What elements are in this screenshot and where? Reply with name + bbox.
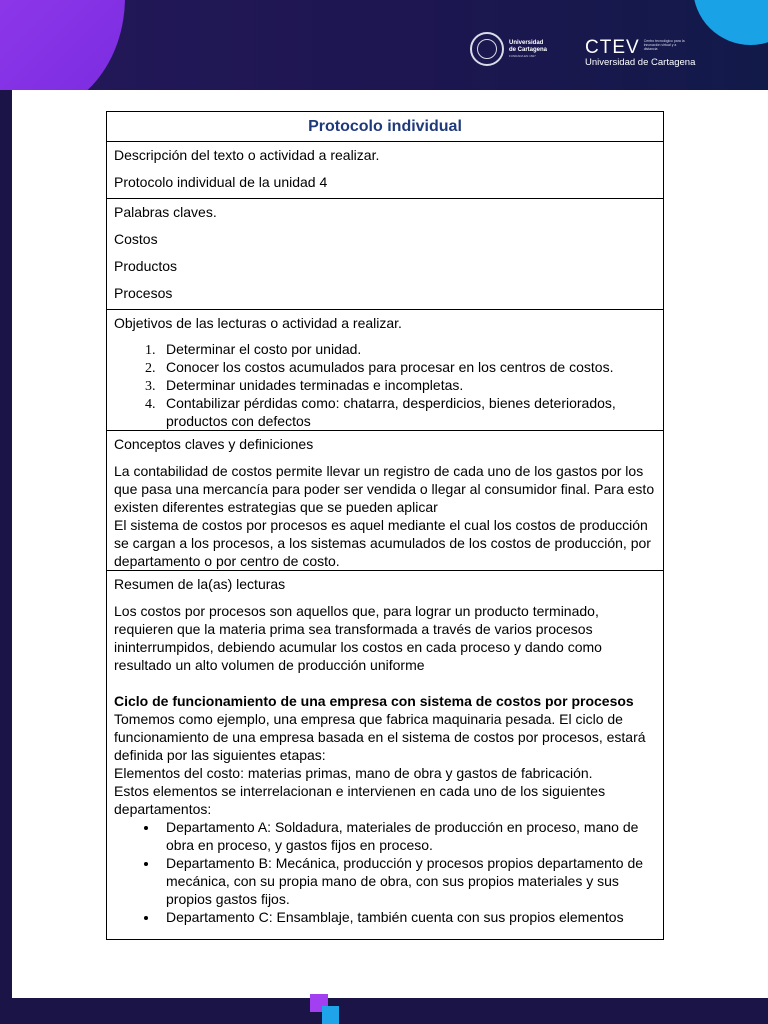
- ctev-logo: [585, 38, 695, 68]
- page-header-band: [0, 0, 768, 90]
- descripcion-value: Protocolo individual de la unidad 4: [114, 174, 328, 190]
- palabra-item: Productos: [114, 258, 178, 274]
- university-logo-sub: FUNDADA EN 1827: [509, 53, 536, 58]
- resumen-paragraph: Los costos por procesos son aquellos que, para lograr un producto terminado, requieren que la materia prima sea transformada a través de varios procesos ininterrumpidos, debiendo acumular los costos en cada proceso y dando como resultado un alto volumen de producción uniforme: [114, 603, 602, 673]
- resumen-paragraph: Elementos del costo: materias primas, mano de obra y gastos de fabricación.: [114, 765, 593, 781]
- palabras-label: Palabras claves.: [114, 204, 217, 220]
- university-seal-icon: [470, 32, 504, 66]
- palabras-cell: [107, 199, 664, 310]
- conceptos-cell: [107, 431, 664, 571]
- resumen-heading: Ciclo de funcionamiento de una empresa con sistema de costos por procesos: [114, 693, 634, 709]
- palabra-item: Costos: [114, 231, 158, 247]
- resumen-paragraph: Estos elementos se interrelacionan e intervienen en cada uno de los siguientes departamentos:: [114, 783, 606, 817]
- resumen-label: Resumen de la(as) lecturas: [114, 576, 286, 592]
- ctev-tagline: Centro tecnológico para la innovación virtual y a distancia: [643, 39, 685, 51]
- conceptos-paragraph: El sistema de costos por procesos es aquel mediante el cual los costos de producción se cargan a los procesos, a los sistemas acumulados de los costos de producción, por departamento o por centro de costo.: [114, 517, 651, 569]
- list-item: 3. Determinar unidades terminadas e incompletas.: [159, 376, 656, 394]
- universidad-de-cartagena-logo: [470, 32, 549, 66]
- university-logo-text: Universidad de Cartagena: [509, 39, 548, 53]
- departamentos-list: [114, 818, 656, 926]
- document-title: Protocolo individual: [308, 117, 462, 135]
- ctev-logo-mark: CTEV: [585, 37, 640, 58]
- objetivos-list: [114, 340, 656, 430]
- list-item: • Departamento A: Soldadura, materiales de producción en proceso, mano de obra en proceso, y gastos fijos en proceso.: [159, 818, 656, 854]
- list-item: • Departamento B: Mecánica, producción y procesos propios departamento de mecánica, con su propia mano de obra, con sus propios materiales y sus propios gastos fijos.: [159, 854, 656, 908]
- conceptos-label: Conceptos claves y definiciones: [114, 436, 314, 452]
- cyan-circle-decoration: [693, 0, 768, 45]
- ctev-logo-sub: Universidad de Cartagena: [585, 57, 696, 68]
- purple-circle-decoration: [0, 0, 125, 90]
- cyan-square-decoration: [322, 1006, 339, 1024]
- palabra-item: Procesos: [114, 285, 173, 301]
- objetivos-cell: [107, 310, 664, 431]
- list-item: 2. Conocer los costos acumulados para procesar en los centros de costos.: [159, 358, 656, 376]
- list-item: 1. Determinar el costo por unidad.: [159, 340, 656, 358]
- descripcion-label: Descripción del texto o actividad a realizar.: [114, 147, 380, 163]
- resumen-paragraph: Tomemos como ejemplo, una empresa que fabrica maquinaria pesada. El ciclo de funcionamiento de una empresa basada en el sistema de costos por procesos, estará definida por las siguientes etapas:: [114, 711, 646, 763]
- title-cell: [107, 112, 664, 142]
- list-item: 4. Contabilizar pérdidas como: chatarra, desperdicios, bienes deteriorados, productos con defectos: [159, 394, 656, 430]
- protocol-table: [106, 111, 664, 940]
- list-item: • Departamento C: Ensamblaje, también cuenta con sus propios elementos: [159, 908, 656, 926]
- descripcion-cell: [107, 142, 664, 199]
- resumen-cell: [107, 571, 664, 940]
- objetivos-label: Objetivos de las lecturas o actividad a realizar.: [114, 315, 402, 331]
- conceptos-paragraph: La contabilidad de costos permite llevar un registro de cada uno de los gastos por los que pasa una mercancía para poder ser vendida o llegar al consumidor final. Para esto existen diferentes estrategias que se pueden aplicar: [114, 463, 655, 515]
